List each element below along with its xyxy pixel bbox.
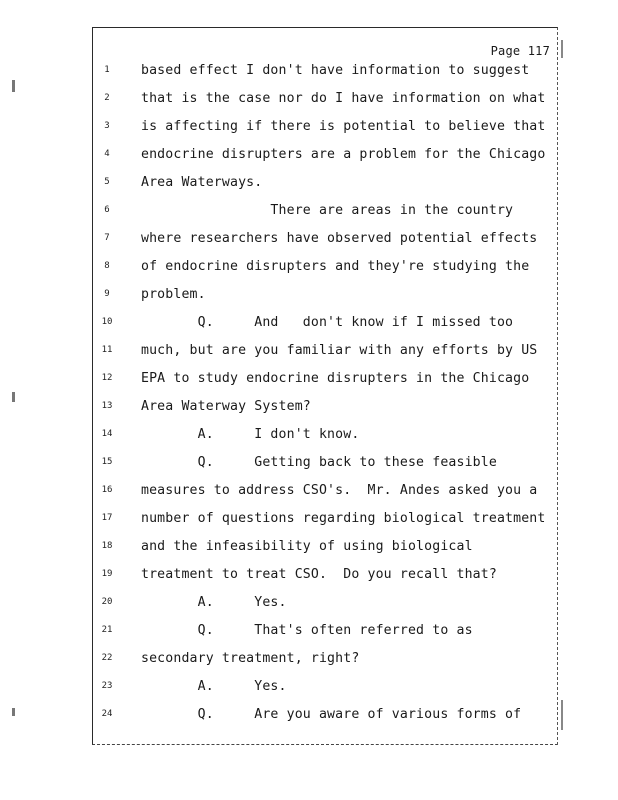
line-number: 9 [104,289,110,299]
line-text: is affecting if there is potential to believe that [141,119,546,134]
line-number: 14 [101,429,113,439]
scan-margin-mark [561,700,563,730]
scan-margin-mark [12,80,15,92]
transcript-line [0,173,618,193]
transcript-line [0,649,618,669]
line-text: of endocrine disrupters and they're studying the [141,259,530,274]
line-number: 4 [104,149,110,159]
scan-margin-mark [12,708,15,716]
line-number: 18 [101,541,113,551]
transcript-line [0,285,618,305]
transcript-line [0,481,618,501]
line-number: 24 [101,709,113,719]
transcript-line [0,397,618,417]
line-number: 11 [101,345,113,355]
transcript-line [0,201,618,221]
transcript-line [0,621,618,641]
transcript-line [0,257,618,277]
line-text: There are areas in the country [141,203,514,218]
line-text: Area Waterways. [141,175,263,190]
transcript-line [0,313,618,333]
scan-margin-mark [12,392,15,402]
transcript-line [0,537,618,557]
line-number: 3 [104,121,110,131]
line-text: A. Yes. [141,679,287,694]
line-text: EPA to study endocrine disrupters in the Chicago [141,371,530,386]
line-number: 19 [101,569,113,579]
line-number: 10 [101,317,113,327]
line-text: Q. That's often referred to as [141,623,473,638]
line-number: 20 [101,597,113,607]
line-text: measures to address CSO's. Mr. Andes asked you a [141,483,538,498]
transcript-line [0,229,618,249]
line-text: based effect I don't have information to suggest [141,63,530,78]
transcript-line [0,453,618,473]
line-text: Q. And don't know if I missed too [141,315,514,330]
line-text: treatment to treat CSO. Do you recall that? [141,567,497,582]
transcript-line [0,89,618,109]
line-number: 2 [104,93,110,103]
line-number: 21 [101,625,113,635]
transcript-line [0,509,618,529]
transcript-line [0,117,618,137]
line-number: 8 [104,261,110,271]
line-number: 7 [104,233,110,243]
line-text: where researchers have observed potential effects [141,231,538,246]
transcript-line [0,425,618,445]
line-text: number of questions regarding biological treatment [141,511,546,526]
line-text: and the infeasibility of using biological [141,539,473,554]
transcript-line [0,705,618,725]
page-number: Page 117 [490,44,550,58]
line-text: secondary treatment, right? [141,651,360,666]
line-number: 16 [101,485,113,495]
line-number: 15 [101,457,113,467]
line-number: 6 [104,205,110,215]
line-number: 13 [101,401,113,411]
line-number: 5 [104,177,110,187]
transcript-line [0,565,618,585]
line-number: 22 [101,653,113,663]
line-text: endocrine disrupters are a problem for the Chicago [141,147,546,162]
line-number: 17 [101,513,113,523]
line-text: Q. Are you aware of various forms of [141,707,522,722]
transcript-line [0,369,618,389]
transcript-line [0,593,618,613]
line-text: Area Waterway System? [141,399,311,414]
scan-margin-mark [561,40,563,58]
line-text: problem. [141,287,206,302]
line-text: A. Yes. [141,595,287,610]
line-text: Q. Getting back to these feasible [141,455,497,470]
transcript-line [0,145,618,165]
transcript-line [0,677,618,697]
transcript-line [0,61,618,81]
line-number: 12 [101,373,113,383]
line-text: that is the case nor do I have information on what [141,91,546,106]
line-text: A. I don't know. [141,427,360,442]
line-number: 1 [104,65,110,75]
transcript-line [0,341,618,361]
line-number: 23 [101,681,113,691]
line-text: much, but are you familiar with any efforts by US [141,343,538,358]
